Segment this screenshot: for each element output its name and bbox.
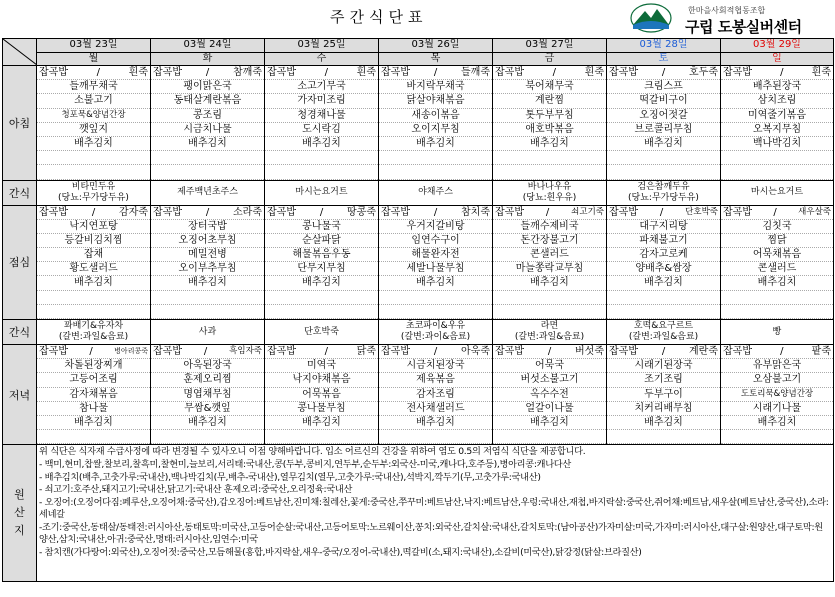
date-header: 03월 28일 xyxy=(607,39,721,53)
menu-item: 배추김치 xyxy=(151,416,264,430)
porridge: 흰죽 xyxy=(584,67,604,78)
slash-separator: / xyxy=(780,346,784,357)
porridge: 계란죽 xyxy=(689,346,718,357)
menu-item: 배추김치 xyxy=(721,416,833,430)
menu-item: 콩나물국 xyxy=(265,220,378,234)
menu-item: 버섯소불고기 xyxy=(493,373,606,387)
menu-item: 감자채볶음 xyxy=(37,388,150,402)
menu-item: 청경채나물 xyxy=(265,109,378,123)
menu-item: 계란찜 xyxy=(493,94,606,108)
menu-item xyxy=(721,430,833,444)
menu-item xyxy=(721,305,833,319)
snack2-cell xyxy=(493,320,607,345)
day-header: 수 xyxy=(265,52,379,66)
menu-item: 시금치나물 xyxy=(151,123,264,137)
menu-item: 배추김치 xyxy=(265,137,378,151)
slash-separator: / xyxy=(433,346,438,357)
breakfast-cell xyxy=(493,66,607,181)
menu-item: 배추김치 xyxy=(493,276,606,290)
snack-item: 마시는요거트 xyxy=(295,187,348,197)
slash-separator: / xyxy=(659,206,664,218)
menu-item xyxy=(493,151,606,165)
menu-item: 닭살야채볶음 xyxy=(379,94,492,108)
menu-item xyxy=(37,165,150,179)
date-header: 03월 25일 xyxy=(265,39,379,53)
menu-item: 양배추&쌈장 xyxy=(607,262,720,276)
lunch-cell xyxy=(493,205,607,320)
menu-item xyxy=(37,305,150,319)
day-header: 화 xyxy=(151,52,265,66)
slash-separator: / xyxy=(433,206,438,218)
menu-item: 등갈비김치찜 xyxy=(37,234,150,248)
slash-separator: / xyxy=(324,67,329,78)
dinner-cell xyxy=(721,345,834,445)
slash-separator: / xyxy=(96,67,101,78)
meal-table xyxy=(2,38,834,582)
staple-food: 잡곡밥 xyxy=(381,206,410,218)
lunch-cell xyxy=(37,205,151,320)
menu-item: 배추김치 xyxy=(493,137,606,151)
menu-item: 메밀전병 xyxy=(151,248,264,262)
slash-separator: / xyxy=(773,206,777,218)
logo xyxy=(630,3,835,35)
snack-item: 검은참깨두유 xyxy=(637,181,690,192)
staple-food: 잡곡밥 xyxy=(39,206,68,218)
menu-item: 김칫국 xyxy=(721,220,833,234)
origin-note: 위 식단은 식자재 수급사정에 따라 변경될 수 있사오니 이점 양해바랍니다. 입소 어르신의 건강을 위하여 염도 0.5의 저염식 식단을 제공합니다. xyxy=(39,446,586,458)
menu-item: 얼갈이나물 xyxy=(493,402,606,416)
menu-item: 콘샐러드 xyxy=(493,248,606,262)
snack-item: 라면 xyxy=(540,321,559,331)
menu-item xyxy=(607,430,720,444)
menu-item xyxy=(607,151,720,165)
date-header: 03월 27일 xyxy=(493,39,607,53)
menu-item: 백나박김치 xyxy=(721,137,833,151)
menu-item xyxy=(379,291,492,305)
menu-item: 소고기무국 xyxy=(265,80,378,94)
snack2-cell xyxy=(379,320,493,345)
menu-item: 배추된장국 xyxy=(721,80,833,94)
snack-item: (갈변:과이&음료) xyxy=(400,332,471,342)
menu-item: 오복지무침 xyxy=(721,123,833,137)
porridge: 새우살죽 xyxy=(798,206,831,217)
slash-separator: / xyxy=(203,346,208,357)
menu-item: 배추김치 xyxy=(379,276,492,290)
snack2-cell xyxy=(265,320,379,345)
menu-item: 낙지연포탕 xyxy=(37,220,150,234)
menu-item: 배추김치 xyxy=(607,137,720,151)
row-label-dinner: 저녁 xyxy=(3,345,37,445)
snack-item: 제주백년초주스 xyxy=(177,187,238,197)
row-label-lunch: 점심 xyxy=(3,205,37,320)
menu-item xyxy=(265,305,378,319)
menu-item: 무쌈&깻잎 xyxy=(151,402,264,416)
menu-item: 제육볶음 xyxy=(379,373,492,387)
breakfast-cell xyxy=(607,66,721,181)
menu-item: 배추김치 xyxy=(379,416,492,430)
menu-item: 감자고로케 xyxy=(607,248,720,262)
snack1-cell xyxy=(265,180,379,205)
menu-item: 찜닭 xyxy=(721,234,833,248)
dinner-cell xyxy=(37,345,151,445)
menu-item: 오이부추무침 xyxy=(151,262,264,276)
staple-food: 잡곡밥 xyxy=(609,346,638,357)
menu-item: 차돌된장찌개 xyxy=(37,359,150,373)
lunch-cell xyxy=(265,205,379,320)
porridge: 흑임자죽 xyxy=(229,346,262,356)
menu-item: 오이지무침 xyxy=(379,123,492,137)
staple-food: 잡곡밥 xyxy=(723,346,752,357)
row-label-snack2: 간식 xyxy=(3,320,37,345)
snack2-cell xyxy=(151,320,265,345)
porridge: 쇠고기죽 xyxy=(571,206,604,217)
logo-subtitle: 한마을사회적협동조합 xyxy=(688,6,766,15)
breakfast-cell xyxy=(721,66,834,181)
porridge: 닭죽 xyxy=(356,346,376,357)
lunch-cell xyxy=(721,205,834,320)
date-header: 03월 23일 xyxy=(37,39,151,53)
slash-separator: / xyxy=(324,346,329,357)
lunch-cell xyxy=(379,205,493,320)
origin-note: - 쇠고기:호주산,돼지고기:국내산,닭고기:국내산 훈제오리:중국산,오리정육:국내산 xyxy=(39,484,353,496)
snack2-cell xyxy=(37,320,151,345)
porridge: 호두죽 xyxy=(689,67,718,78)
menu-item: 조기조림 xyxy=(607,373,720,387)
porridge: 병아리콩죽 xyxy=(114,347,148,355)
menu-item: 콩조림 xyxy=(151,109,264,123)
dinner-cell xyxy=(151,345,265,445)
breakfast-cell xyxy=(265,66,379,181)
menu-item xyxy=(265,291,378,305)
breakfast-cell xyxy=(151,66,265,181)
menu-item: 동태살계란볶음 xyxy=(151,94,264,108)
row-label-origin xyxy=(3,445,37,582)
snack-item: (갈변:과일&음료) xyxy=(58,332,129,342)
slash-separator: / xyxy=(319,206,324,218)
menu-item: 배추김치 xyxy=(151,137,264,151)
menu-item: 해물완자전 xyxy=(379,248,492,262)
snack1-cell xyxy=(607,180,721,205)
menu-item: 배추김치 xyxy=(37,416,150,430)
menu-item: 오징어젓갈 xyxy=(607,109,720,123)
snack-item: 야채주스 xyxy=(418,187,453,197)
dinner-cell xyxy=(379,345,493,445)
slash-separator: / xyxy=(552,67,557,78)
menu-item: 팽이맑은국 xyxy=(151,80,264,94)
origin-label-char: 원 xyxy=(14,488,25,502)
origin-note: - 오징어:(오징어다짐:페루산,오징어채:중국산),갑오징어:베트남산,진미채:칠레산,꽃게:중국산,쭈꾸미:베트남산,낙지:베트남산,우렁:국내산,재첩,바지락살:중국산,쥐어채:베트남,새우살(베트남산,중국산),소라:세네갈 xyxy=(39,496,829,521)
menu-item: 바지락무채국 xyxy=(379,80,492,94)
slash-separator: / xyxy=(780,67,784,78)
staple-food: 잡곡밥 xyxy=(153,206,182,218)
snack1-cell xyxy=(379,180,493,205)
menu-item: 두부구이 xyxy=(607,388,720,402)
menu-item xyxy=(265,430,378,444)
snack1-cell xyxy=(151,180,265,205)
porridge: 팥죽 xyxy=(811,346,831,357)
menu-item xyxy=(379,151,492,165)
menu-item: 들깨무채국 xyxy=(37,80,150,94)
staple-food: 잡곡밥 xyxy=(267,67,296,78)
menu-item: 대구지리탕 xyxy=(607,220,720,234)
mountain-logo-icon xyxy=(630,3,672,33)
menu-item: 전사채샐러드 xyxy=(379,402,492,416)
menu-item xyxy=(493,305,606,319)
slash-separator: / xyxy=(547,346,552,357)
snack-item: 호떡&요구르트 xyxy=(633,321,694,331)
staple-food: 잡곡밥 xyxy=(381,67,410,78)
menu-item: 어묵볶음 xyxy=(265,388,378,402)
menu-item xyxy=(607,291,720,305)
menu-item xyxy=(265,165,378,179)
menu-item: 북어채무국 xyxy=(493,80,606,94)
menu-item xyxy=(265,151,378,165)
slash-separator: / xyxy=(661,346,666,357)
snack-item: (당뇨:흰우유) xyxy=(522,192,577,203)
porridge: 땅콩죽 xyxy=(347,206,376,218)
menu-item: 오삼불고기 xyxy=(721,373,833,387)
menu-item: 고등어조림 xyxy=(37,373,150,387)
row-label-snack1: 간식 xyxy=(3,180,37,205)
menu-item: 청포묵&양념간장 xyxy=(37,109,150,123)
menu-item: 배추김치 xyxy=(493,416,606,430)
menu-item: 도시락김 xyxy=(265,123,378,137)
menu-item: 콩나물무침 xyxy=(265,402,378,416)
corner-cell xyxy=(3,39,37,66)
menu-item: 새송이볶음 xyxy=(379,109,492,123)
menu-item: 배추김치 xyxy=(607,276,720,290)
menu-item: 돈간장불고기 xyxy=(493,234,606,248)
menu-item xyxy=(37,430,150,444)
porridge: 참치죽 xyxy=(461,206,490,218)
snack-item: 초코파이&우유 xyxy=(405,321,466,331)
menu-item: 낙지야채볶음 xyxy=(265,373,378,387)
menu-item: 배추김치 xyxy=(721,276,833,290)
menu-item: 콘샐러드 xyxy=(721,262,833,276)
porridge: 흰죽 xyxy=(128,67,148,78)
staple-food: 잡곡밥 xyxy=(723,206,752,218)
menu-item: 소불고기 xyxy=(37,94,150,108)
snack2-cell xyxy=(721,320,834,345)
menu-item: 시금치된장국 xyxy=(379,359,492,373)
origin-note: - 참치캔(가다랑어:외국산),오징어젓:중국산,모듬해물(홍합,바지락살,새우-중국/오징어-국내산),떡갈비(소,돼지:국내산),소갈비(미국산),닭강정(닭살:브라질산) xyxy=(39,547,642,559)
menu-item xyxy=(721,151,833,165)
origin-label-char: 지 xyxy=(14,524,25,538)
menu-item xyxy=(493,165,606,179)
menu-item: 들깨수제비국 xyxy=(493,220,606,234)
menu-item: 잡채 xyxy=(37,248,150,262)
menu-item: 브로콜리무침 xyxy=(607,123,720,137)
menu-item: 배추김치 xyxy=(379,137,492,151)
porridge: 흰죽 xyxy=(356,67,376,78)
snack-item: 사과 xyxy=(198,326,217,337)
staple-food: 잡곡밥 xyxy=(495,346,524,357)
date-header: 03월 24일 xyxy=(151,39,265,53)
menu-item xyxy=(493,291,606,305)
menu-item: 세발나물무침 xyxy=(379,262,492,276)
menu-item xyxy=(607,165,720,179)
menu-item: 단무지무침 xyxy=(265,262,378,276)
menu-item: 감자조림 xyxy=(379,388,492,402)
menu-item: 명엽채무침 xyxy=(151,388,264,402)
staple-food: 잡곡밥 xyxy=(267,206,296,218)
porridge: 감자죽 xyxy=(119,206,148,218)
menu-item: 참나물 xyxy=(37,402,150,416)
menu-item: 오징어초무침 xyxy=(151,234,264,248)
dinner-cell xyxy=(607,345,721,445)
porridge: 들깨죽 xyxy=(461,67,490,78)
menu-item: 아욱된장국 xyxy=(151,359,264,373)
origin-label-char: 산 xyxy=(14,506,25,520)
slash-separator: / xyxy=(205,206,210,218)
menu-item xyxy=(379,165,492,179)
menu-item: 마늘쫑락교무침 xyxy=(493,262,606,276)
snack-item: 비타민두유 xyxy=(71,181,116,192)
slash-separator: / xyxy=(433,67,438,78)
menu-item: 시래기된장국 xyxy=(607,359,720,373)
date-header: 03월 29일 xyxy=(721,39,834,53)
menu-item: 배추김치 xyxy=(265,276,378,290)
menu-item: 파채불고기 xyxy=(607,234,720,248)
staple-food: 잡곡밥 xyxy=(153,67,182,78)
menu-item xyxy=(151,430,264,444)
menu-item xyxy=(151,165,264,179)
menu-item: 유부맑은국 xyxy=(721,359,833,373)
menu-item xyxy=(379,430,492,444)
menu-item: 가자미조림 xyxy=(265,94,378,108)
staple-food: 잡곡밥 xyxy=(723,67,752,78)
staple-food: 잡곡밥 xyxy=(609,206,638,218)
menu-item: 옥수수전 xyxy=(493,388,606,402)
porridge: 소라죽 xyxy=(233,206,262,218)
porridge: 참깨죽 xyxy=(233,67,262,78)
breakfast-cell xyxy=(37,66,151,181)
porridge: 아욱죽 xyxy=(461,346,490,357)
menu-item: 배추김치 xyxy=(607,416,720,430)
snack-item: (갈변:과일&음료) xyxy=(628,332,699,342)
day-header: 금 xyxy=(493,52,607,66)
menu-item: 어묵국 xyxy=(493,359,606,373)
menu-item: 치커리배무침 xyxy=(607,402,720,416)
snack-item: 단호박죽 xyxy=(304,326,339,337)
origin-note: - 백미,현미,찹쌀,찰보리,찰흑미,찰현미,늘보리,서리태:국내산,콩(두부,콩비지,연두부,순두부:외국산-미국,캐나다,호주등),병아리콩:캐나다산 xyxy=(39,458,571,470)
day-header: 목 xyxy=(379,52,493,66)
snack-item: (갈변:과일&음료) xyxy=(514,332,585,342)
snack-item: (당뇨:무가당두유) xyxy=(58,192,129,203)
snack-item: 바나나우유 xyxy=(527,181,572,192)
menu-item: 순살파닭 xyxy=(265,234,378,248)
menu-item: 깻잎지 xyxy=(37,123,150,137)
menu-item: 훈제오리찜 xyxy=(151,373,264,387)
page-title: 주간식단표 xyxy=(330,8,428,26)
day-header: 토 xyxy=(607,52,721,66)
slash-separator: / xyxy=(545,206,550,218)
menu-item xyxy=(607,305,720,319)
slash-separator: / xyxy=(661,67,666,78)
staple-food: 잡곡밥 xyxy=(39,67,68,78)
menu-item: 우거지갈비탕 xyxy=(379,220,492,234)
origin-note: -조기:중국산,동태살/동태전:러시아산,동태토막:미국산,고등어순살:국내산,고등어토막:노르웨이산,꽁치:외국산,갈치살:국내산,갈치토막:(남아공산)가자미살:미국,가자미:러시아산,대구살:원양산,대구토막:원양산,삼치:국내산,아귀:중국산,명태:러시아산,임연수:미국 xyxy=(39,521,823,546)
menu-item: 미역줄기볶음 xyxy=(721,109,833,123)
porridge: 단호박죽 xyxy=(685,206,718,217)
lunch-cell xyxy=(151,205,265,320)
staple-food: 잡곡밥 xyxy=(495,206,524,218)
day-header: 일 xyxy=(721,52,834,66)
snack-item: 마시는요거트 xyxy=(750,187,804,197)
menu-item: 배추김치 xyxy=(151,276,264,290)
origin-notes xyxy=(37,445,834,582)
menu-item xyxy=(493,430,606,444)
snack-item: 꽈배기&유자차 xyxy=(63,321,124,331)
menu-item: 톳두부무침 xyxy=(493,109,606,123)
snack1-cell xyxy=(721,180,834,205)
row-label-breakfast: 아침 xyxy=(3,66,37,181)
menu-item: 시래기나물 xyxy=(721,402,833,416)
snack-item: 빵 xyxy=(772,326,782,337)
staple-food: 잡곡밥 xyxy=(39,346,68,357)
dinner-cell xyxy=(265,345,379,445)
snack1-cell xyxy=(37,180,151,205)
staple-food: 잡곡밥 xyxy=(609,67,638,78)
staple-food: 잡곡밥 xyxy=(267,346,296,357)
slash-separator: / xyxy=(89,346,93,357)
menu-item: 삼치조림 xyxy=(721,94,833,108)
menu-item xyxy=(151,305,264,319)
menu-item xyxy=(379,305,492,319)
menu-item: 도토리묵&양념간장 xyxy=(721,388,833,402)
menu-item: 장터국밥 xyxy=(151,220,264,234)
menu-item xyxy=(37,151,150,165)
lunch-cell xyxy=(607,205,721,320)
menu-item: 애호박볶음 xyxy=(493,123,606,137)
menu-item xyxy=(721,291,833,305)
snack1-cell xyxy=(493,180,607,205)
date-header: 03월 26일 xyxy=(379,39,493,53)
slash-separator: / xyxy=(91,206,96,218)
menu-item xyxy=(151,291,264,305)
staple-food: 잡곡밥 xyxy=(495,67,524,78)
porridge: 흰죽 xyxy=(811,67,831,78)
menu-item: 배추김치 xyxy=(37,137,150,151)
menu-item: 미역국 xyxy=(265,359,378,373)
menu-item: 임연수구이 xyxy=(379,234,492,248)
menu-item: 해물볶음우동 xyxy=(265,248,378,262)
menu-item: 배추김치 xyxy=(37,276,150,290)
snack2-cell xyxy=(607,320,721,345)
breakfast-cell xyxy=(379,66,493,181)
snack-item: (당뇨:무가당두유) xyxy=(628,192,699,203)
logo-title: 구립 도봉실버센터 xyxy=(685,18,802,36)
porridge: 버섯죽 xyxy=(575,346,604,357)
dinner-cell xyxy=(493,345,607,445)
menu-item xyxy=(721,165,833,179)
menu-item: 어묵채볶음 xyxy=(721,248,833,262)
day-header: 월 xyxy=(37,52,151,66)
staple-food: 잡곡밥 xyxy=(153,346,182,357)
staple-food: 잡곡밥 xyxy=(381,346,410,357)
menu-item: 떡갈비구이 xyxy=(607,94,720,108)
menu-item: 배추김치 xyxy=(265,416,378,430)
menu-item xyxy=(151,151,264,165)
slash-separator: / xyxy=(205,67,210,78)
menu-item xyxy=(37,291,150,305)
menu-item: 크림스프 xyxy=(607,80,720,94)
origin-note: - 배추김치(배추,고춧가루:국내산),백나박김치(무,배추-국내산),열무김치(열무,고춧가루:국내산),석박지,깍두기(무,고춧가루:국내산) xyxy=(39,471,541,483)
menu-item: 황도샐러드 xyxy=(37,262,150,276)
